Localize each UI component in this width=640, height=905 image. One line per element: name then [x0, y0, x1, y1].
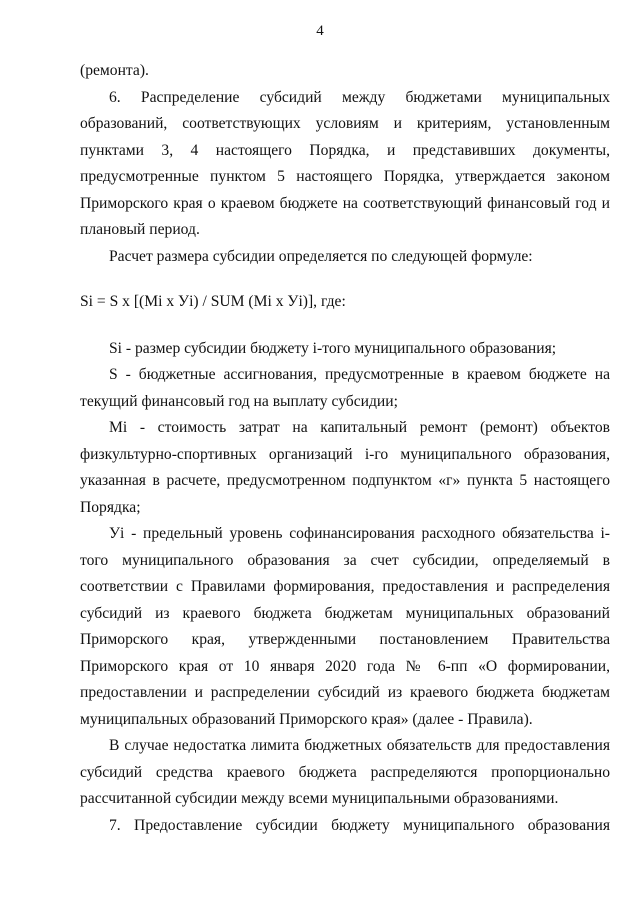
page-number: 4 [316, 23, 324, 39]
document-body [80, 58, 610, 839]
definition-yi: Уi - предельный уровень софинансирования расходного обязательства i-того муниципального образования за счет субсидии, определяемый в соответствии с Правилами формирования, предоставления и распределения субсидий из краевого бюджета бюджетам муниципальных образований Приморского края, утвержденными постановлением Правительства Приморского края от 10 января 2020 года № 6-пп «О формировании, предоставлении и распределении субсидий из краевого бюджета бюджетам муниципальных образований Приморского края» (далее - Правила). [80, 525, 610, 728]
paragraph-item-6: 6. Распределение субсидий между бюджетами муниципальных образований, соответствующих условиям и критериям, установленным пунктами 3, 4 настоящего Порядка, и представивших документы, предусмотренные пунктом 5 настоящего Порядка, утверждается законом Приморского края о краевом бюджете на соответствующий финансовый год и плановый период. [80, 88, 610, 238]
paragraph-limit-shortage: В случае недостатка лимита бюджетных обязательств для предоставления субсидий средства краевого бюджета распределяются пропорционально рассчитанной субсидии между всеми муниципальными образованиями. [80, 737, 610, 807]
definition-s: S - бюджетные ассигнования, предусмотренные в краевом бюджете на текущий финансовый год на выплату субсидии; [80, 366, 610, 410]
paragraph-item-7: 7. Предоставление субсидии бюджету муниципального образования [109, 816, 610, 834]
definition-mi: Mi - стоимость затрат на капитальный ремонт (ремонт) объектов физкультурно-спортивных организаций i-го муниципального образования, указанная в расчете, предусмотренном подпунктом «г» пункта 5 настоящего Порядка; [80, 419, 610, 516]
definition-si: Si - размер субсидии бюджету i-того муниципального образования; [109, 339, 557, 357]
formula: Si = S x [(Mi x Уi) / SUM (Mi x Уi)], где: [80, 293, 346, 310]
paragraph-formula-intro: Расчет размера субсидии определяется по следующей формуле: [109, 247, 533, 265]
paragraph-continuation: (ремонта). [80, 62, 149, 79]
